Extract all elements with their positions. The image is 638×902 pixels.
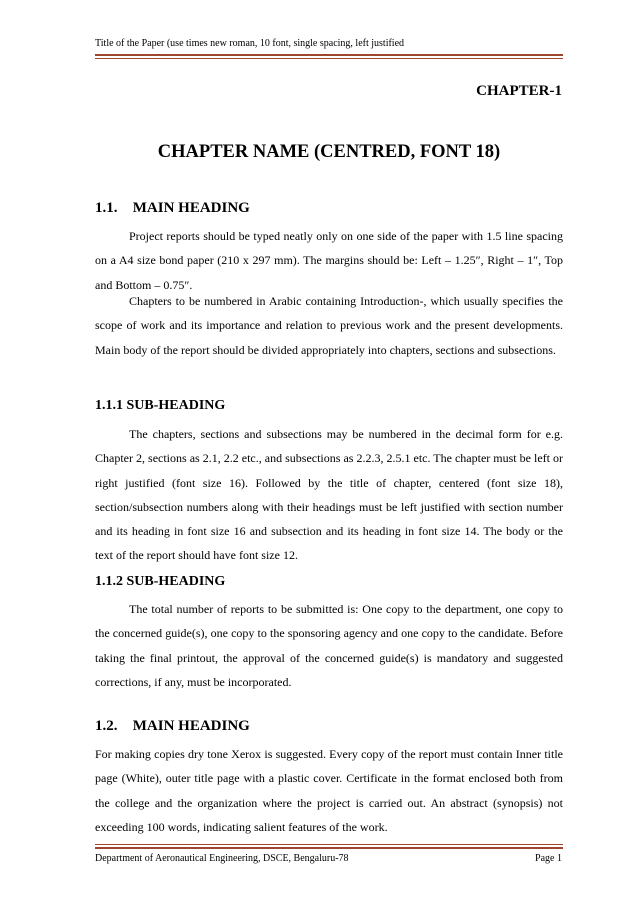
footer-department: Department of Aeronautical Engineering, DSCE, Bengaluru-78 [95,853,349,864]
running-header: Title of the Paper (use times new roman, 10 font, single spacing, left justified [95,38,405,49]
section-number: 1.2. [95,718,118,734]
paragraph: The chapters, sections and subsections may be numbered in the decimal form for e.g. Chapter 2, sections as 2.1, 2.2 etc., and subsections as 2.2.3, 2.5.1 etc. The chapter must be left or right justified (font size 16). Followed by the title of chapter, centered (font size 18), section/subsection numbers along with their headings must be left justified with section number and its heading in font size 16 and subsection and its heading in font size 14. The body or the text of the report should have font size 12. [95,427,563,563]
paragraph: Chapters to be numbered in Arabic containing Introduction-, which usually specifies the scope of work and its importance and relation to previous work and the present developments. Main body of the report should be divided appropriately into chapters, sections and subsections. [95,294,563,357]
footer-rule-thin [95,844,563,845]
subsection-heading-1-1-2: 1.1.2 SUB-HEADING [95,574,226,589]
section-number: 1.1. [95,200,118,216]
page-number: Page 1 [535,853,562,864]
section-heading-1-1 [95,199,250,217]
subsection-heading-1-1-1: 1.1.1 SUB-HEADING [95,398,226,413]
header-rule-thick [95,54,563,56]
section-title: MAIN HEADING [132,200,250,216]
paragraph: The total number of reports to be submitted is: One copy to the department, one copy to the concerned guide(s), one copy to the sponsoring agency and one copy to the candidate. Before taking the final printout, the approval of the concerned guide(s) is mandatory and suggested corrections, if any, must be incorporated. [95,602,563,689]
section-heading-1-2 [95,717,250,735]
footer-rule-thick [95,847,563,849]
paragraph: Project reports should be typed neatly only on one side of the paper with 1.5 line spacing on a A4 size bond paper (210 x 297 mm). The margins should be: Left – 1.25″, Right – 1″, Top and Bottom – 0.75″. [95,229,563,292]
section-title: MAIN HEADING [132,718,250,734]
chapter-label: CHAPTER-1 [476,83,562,99]
chapter-name: CHAPTER NAME (CENTRED, FONT 18) [157,142,501,162]
header-rule-thin [95,58,563,59]
paragraph: For making copies dry tone Xerox is suggested. Every copy of the report must contain Inner title page (White), outer title page with a plastic cover. Certificate in the format enclosed both from the college and the organization where the project is carried out. An abstract (synopsis) not exceeding 100 words, indicating salient features of the work. [95,747,563,834]
